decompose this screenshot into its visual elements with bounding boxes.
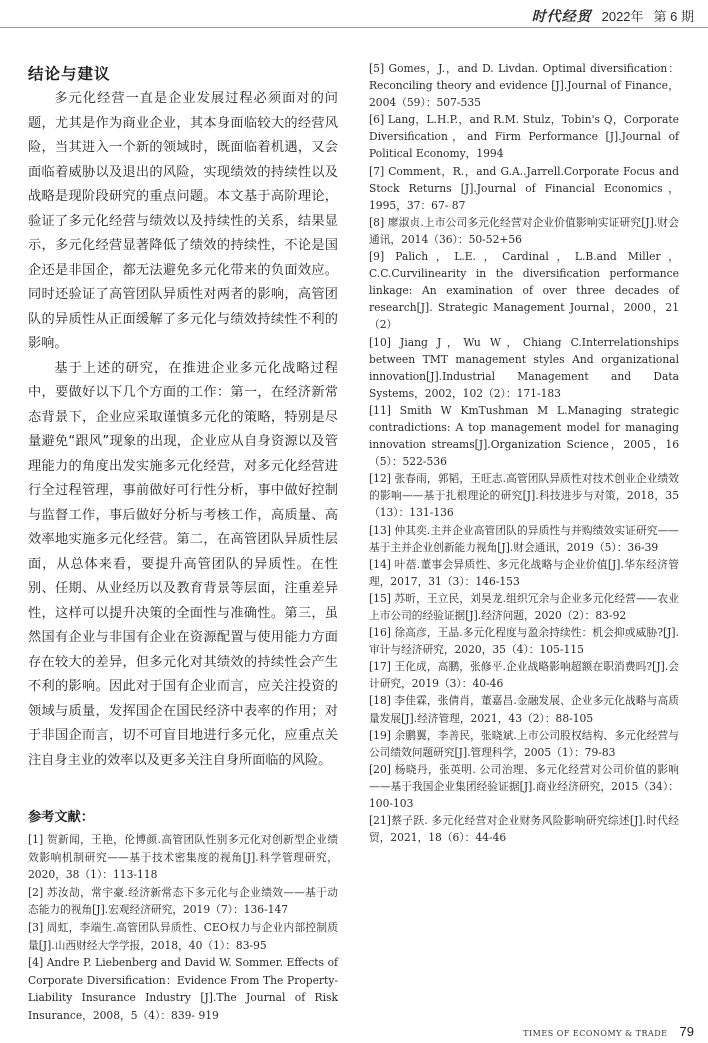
reference-item: [12] 张春雨，郭韬，王旺志.高管团队异质性对技术创业企业绩效的影响——基于扎根理论的研究[J].科技进步与对策，2018，35（13）：131-136 — [369, 472, 679, 520]
reference-item: [21]蔡子跃. 多元化经营对企业财务风险影响研究综述[J].时代经贸，2021，18（6）：44-46 — [369, 814, 679, 845]
reference-item: [11] Smith W KmTushman M L.Managing strategic contradictions: A top management model for managing innovation streams[J].Organization Science，2005，16（5）：522-536 — [369, 403, 679, 469]
reference-item: [5] Gomes，J.，and D. Livdan. Optimal diversification：Reconciling theory and evidence [J].Journal of Finance，2004（59）：507-535 — [369, 62, 679, 110]
conclusion-heading: 结论与建议 — [28, 65, 111, 83]
reference-item: [16] 徐高彦，王晶.多元化程度与盈余持续性：机会抑或威胁?[J].审计与经济研究，2020，35（4）：105-115 — [369, 626, 679, 657]
recommendation-paragraph: 基于上述的研究，在推进企业多元化战略过程中，要做好以下几个方面的工作：第一，在经济新常态背景下，企业应采取谨慎多元化的策略，特别是尽量避免“跟风”现象的出现，企业应从自身资源以及管理能力的角度出发实施多元化经营，对多元化经营进行全过程管理，事前做好可行性分析，事中做好控制与监督工作，事后做好分析与考核工作，高质量、高效率地实施多元化经营。第二，在高管团队异质性层面，从总体来看，要提升高管团队的异质性。在性别、任期、从业经历以及教育背景等层面，注重差异性，这样可以提升决策的全面性与准确性。第三，虽然国有企业与非国有企业在资源配置与使用能力方面存在较大的差异，但多元化对其绩效的持续性会产生不利的影响。因此对于国有企业而言，应关注投资的领域与质量，发挥国企在国民经济中表率的作用；对于非国企而言，切不可盲目地进行多元化，应重点关注自身主业的效率以及更多关注自身所面临的风险。 — [28, 360, 338, 768]
left-column — [28, 62, 338, 1025]
page-footer — [523, 1024, 694, 1039]
reference-list-left — [28, 831, 338, 1025]
reference-item: [10] Jiang J，Wu W，Chiang C.Interrelationships between TMT management styles And organizational innovation[J].Industrial Management and Data Systems，2002，102（2）：171-183 — [369, 335, 679, 400]
reference-item: [15] 苏昕，王立民，刘昊龙.组织冗余与企业多元化经营——农业上市公司的经验证据[J].经济问题，2020（2）：83-92 — [369, 591, 679, 622]
journal-name-english: TIMES OF ECONOMY & TRADE — [523, 1029, 668, 1038]
reference-item: [9] Palich，L.E.，Cardinal，L.B.and Miller，C.C.Curvilinearity in the diversification performance linkage: An examination of over three decades of research[J]. Strategic Management Journal，2000，21（2） — [369, 250, 679, 332]
reference-item: [1] 贺新闻，王艳，伦博颜.高管团队性别多元化对创新型企业绩效影响机制研究——基于技术密集度的视角[J].科学管理研究，2020，38（1）：113-118 — [28, 833, 338, 882]
reference-item: [6] Lang，L.H.P.，and R.M. Stulz，Tobin's Q，Corporate Diversification，and Firm Performance [J].Journal of Political Economy，1994 — [369, 113, 679, 161]
reference-item: [3] 周虹，李端生.高管团队异质性、CEO权力与企业内部控制质量[J].山西财经大学学报，2018，40（1）：83-95 — [28, 920, 338, 952]
reference-item: [19] 余鹏翼，李善民，张晓斌.上市公司股权结构、多元化经营与公司绩效问题研究[J].管理科学，2005（1）：79-83 — [369, 728, 679, 759]
issue-number: 第 6 期 — [653, 9, 694, 24]
reference-list-right — [369, 60, 679, 846]
reference-item: [18] 李佳霖，张倩肖，董嘉昌.金融发展、企业多元化战略与高质量发展[J].经济管理，2021，43（2）：88-105 — [369, 694, 679, 725]
reference-item: [17] 王化成，高鹏，张修平.企业战略影响超额在职消费吗?[J].会计研究，2019（3）：40-46 — [369, 660, 679, 691]
conclusion-paragraph: 多元化经营一直是企业发展过程必须面对的问题，尤其是作为商业企业，其本身面临较大的经营风险，当其进入一个新的领域时，既面临着机遇，又会面临着威胁以及退出的风险，实现绩效的持续性以及战略是现阶段研究的重点问题。本文基于高阶理论，验证了多元化经营与绩效以及持续性的关系，结果显示，多元化经营显著降低了绩效的持续性，不论是国企还是非国企，都无法避免多元化带来的负面效应。同时还验证了高管团队异质性对两者的影响，高管团队的异质性从正面缓解了多元化与绩效持续性不利的影响。 — [28, 91, 338, 351]
header-rule — [0, 27, 708, 28]
reference-item: [8] 廖淑贞.上市公司多元化经营对企业价值影响实证研究[J].财会通讯，2014（36）：50-52+56 — [369, 215, 679, 246]
reference-item: [14] 叶蓓.董事会异质性、多元化战略与企业价值[J].华东经济管理，2017，31（3）：146-153 — [369, 557, 679, 588]
references-heading: 参考文献： — [28, 810, 94, 825]
reference-item: [2] 苏汝劼，常宇豪.经济新常态下多元化与企业绩效——基于动态能力的视角[J].宏观经济研究，2019（7）：136-147 — [28, 885, 338, 917]
issue-year: 2022年 — [601, 9, 644, 24]
reference-item: [20] 杨晓丹，张英明. 公司治理、多元化经营对公司价值的影响——基于我国企业集团经验证据[J].商业经济研究，2015（34）：100-103 — [369, 762, 679, 811]
journal-name: 时代经贸 — [531, 9, 592, 25]
reference-item: [13] 仲其奕.主并企业高管团队的异质性与并购绩效实证研究——基于主并企业创新能力视角[J].财会通讯，2019（5）：36-39 — [369, 523, 679, 554]
right-column — [369, 60, 679, 846]
reference-item: [7] Comment，R.，and G.A..Jarrell.Corporate Focus and Stock Returns [J].Journal of Financial Economics，1995，37：67- 87 — [369, 164, 679, 212]
page-number: 79 — [679, 1024, 694, 1039]
reference-item: [4] Andre P. Liebenberg and David W. Sommer. Effects of Corporate Diversification：Evidence From The Property- Liability Insurance Industry [J].The Journal of Risk Insurance，2008，5（4）：839- 919 — [28, 956, 338, 1022]
page-header — [532, 6, 694, 24]
